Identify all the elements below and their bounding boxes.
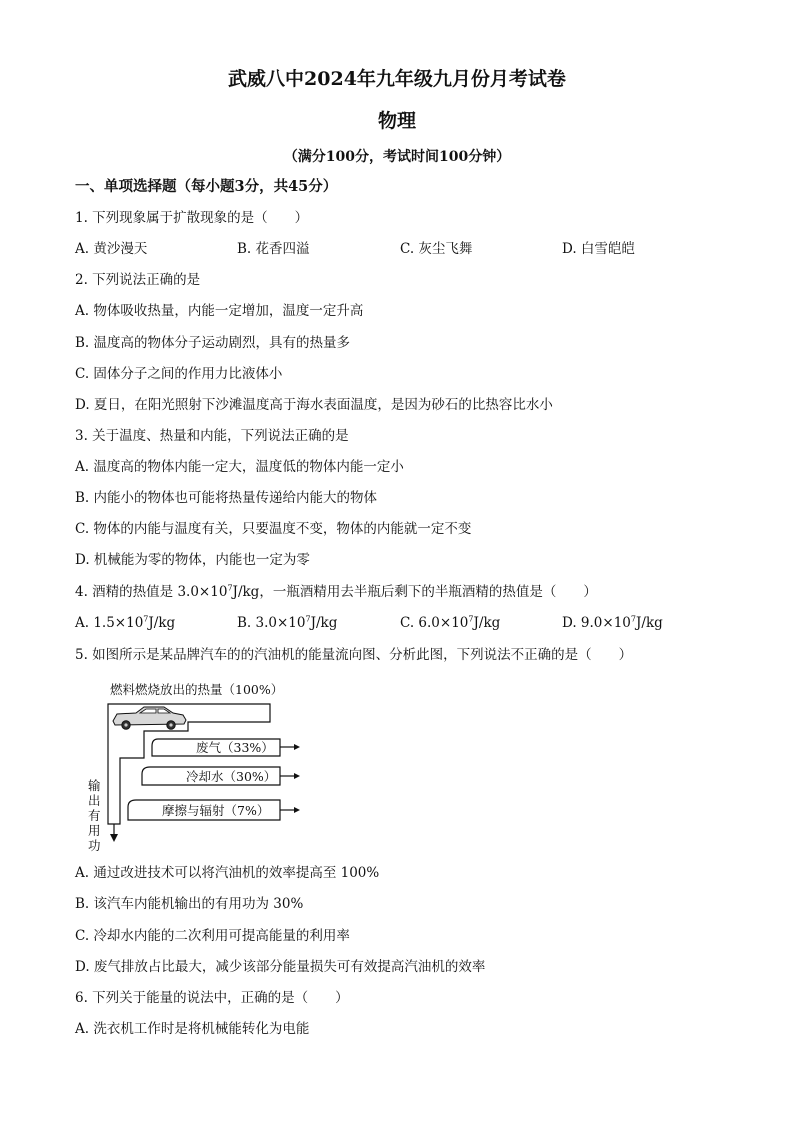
exam-note: （满分100分，考试时间100分钟） — [283, 149, 511, 165]
useful-work-arrow-icon — [110, 834, 118, 842]
output-label-char-5: 功 — [88, 838, 101, 853]
cooling-water-label: 冷却水（30%） — [186, 769, 277, 784]
q3-option-b: B. 内能小的物体也可能将热量传递给内能大的物体 — [75, 490, 378, 506]
output-label-char-1: 输 — [88, 778, 101, 793]
q4-c-text: C. 6.0×10 — [400, 615, 469, 631]
diagram-top-label: 燃料燃烧放出的热量（100%） — [110, 682, 284, 697]
q4-option-d — [562, 614, 663, 632]
output-label-char-4: 用 — [88, 823, 101, 838]
q4-stem-text: 4. 酒精的热值是 3.0×10 — [75, 584, 228, 600]
q4-a-text: A. 1.5×10 — [75, 615, 144, 631]
q4-b-unit: J/kg — [310, 615, 338, 631]
q5-option-d: D. 废气排放占比最大，减少该部分能量损失可有效提高汽油机的效率 — [75, 959, 486, 975]
exhaust-arrow-icon — [294, 744, 300, 750]
energy-flow-diagram — [80, 674, 320, 854]
q2-option-b: B. 温度高的物体分子运动剧烈，具有的热量多 — [75, 335, 351, 351]
q3-option-c: C. 物体的内能与温度有关，只要温度不变，物体的内能就一定不变 — [75, 521, 472, 537]
q4-b-text: B. 3.0×10 — [237, 615, 306, 631]
q4-d-unit: J/kg — [635, 615, 663, 631]
question-3-stem: 3. 关于温度、热量和内能，下列说法正确的是 — [75, 428, 349, 444]
question-4-stem — [75, 583, 597, 601]
q4-stem-text-end: J/kg，一瓶酒精用去半瓶后剩下的半瓶酒精的热值是（ ） — [232, 584, 597, 600]
exam-title: 武威八中2024年九年级九月份月考试卷 — [228, 68, 566, 90]
cooling-arrow-icon — [294, 773, 300, 779]
car-icon — [113, 707, 186, 729]
section-heading: 一、单项选择题（每小题3分，共45分） — [75, 178, 338, 195]
q4-d-text: D. 9.0×10 — [562, 615, 631, 631]
question-5-stem: 5. 如图所示是某品牌汽车的的汽油机的能量流向图、分析此图，下列说法不正确的是（ ） — [75, 647, 633, 663]
q4-d-exp: 7 — [630, 614, 636, 624]
q4-option-a — [75, 614, 175, 632]
q2-option-a: A. 物体吸收热量，内能一定增加，温度一定升高 — [75, 303, 364, 319]
q4-a-exp: 7 — [143, 614, 149, 624]
subject-title: 物理 — [377, 110, 416, 132]
friction-arrow-icon — [294, 807, 300, 813]
q4-c-unit: J/kg — [473, 615, 501, 631]
q4-option-b — [237, 614, 337, 632]
q1-option-a: A. 黄沙漫天 — [75, 241, 148, 257]
q6-option-a: A. 洗衣机工作时是将机械能转化为电能 — [75, 1021, 310, 1037]
question-6-stem: 6. 下列关于能量的说法中，正确的是（ ） — [75, 990, 349, 1006]
output-label-char-2: 出 — [88, 793, 101, 808]
q1-option-c: C. 灰尘飞舞 — [400, 241, 473, 257]
q4-b-exp: 7 — [305, 614, 311, 624]
q4-c-exp: 7 — [468, 614, 474, 624]
q2-option-c: C. 固体分子之间的作用力比液体小 — [75, 366, 283, 382]
output-label-char-3: 有 — [88, 808, 101, 823]
q1-option-b: B. 花香四溢 — [237, 241, 310, 257]
q3-option-a: A. 温度高的物体内能一定大，温度低的物体内能一定小 — [75, 459, 404, 475]
question-1-stem: 1. 下列现象属于扩散现象的是（ ） — [75, 210, 309, 226]
q5-option-c: C. 冷却水内能的二次利用可提高能量的利用率 — [75, 928, 350, 944]
q5-option-b: B. 该汽车内能机输出的有用功为 30% — [75, 896, 304, 912]
q4-a-unit: J/kg — [148, 615, 176, 631]
q4-stem-exponent: 7 — [227, 583, 233, 593]
q5-option-a: A. 通过改进技术可以将汽油机的效率提高至 100% — [75, 865, 380, 881]
q4-option-c — [400, 614, 500, 632]
q2-option-d: D. 夏日，在阳光照射下沙滩温度高于海水表面温度，是因为砂石的比热容比水小 — [75, 397, 553, 413]
question-2-stem: 2. 下列说法正确的是 — [75, 272, 201, 288]
friction-radiation-label: 摩擦与辐射（7%） — [162, 803, 270, 818]
q3-option-d: D. 机械能为零的物体，内能也一定为零 — [75, 552, 310, 568]
exhaust-label: 废气（33%） — [196, 740, 274, 755]
q1-option-d: D. 白雪皑皑 — [562, 241, 635, 257]
